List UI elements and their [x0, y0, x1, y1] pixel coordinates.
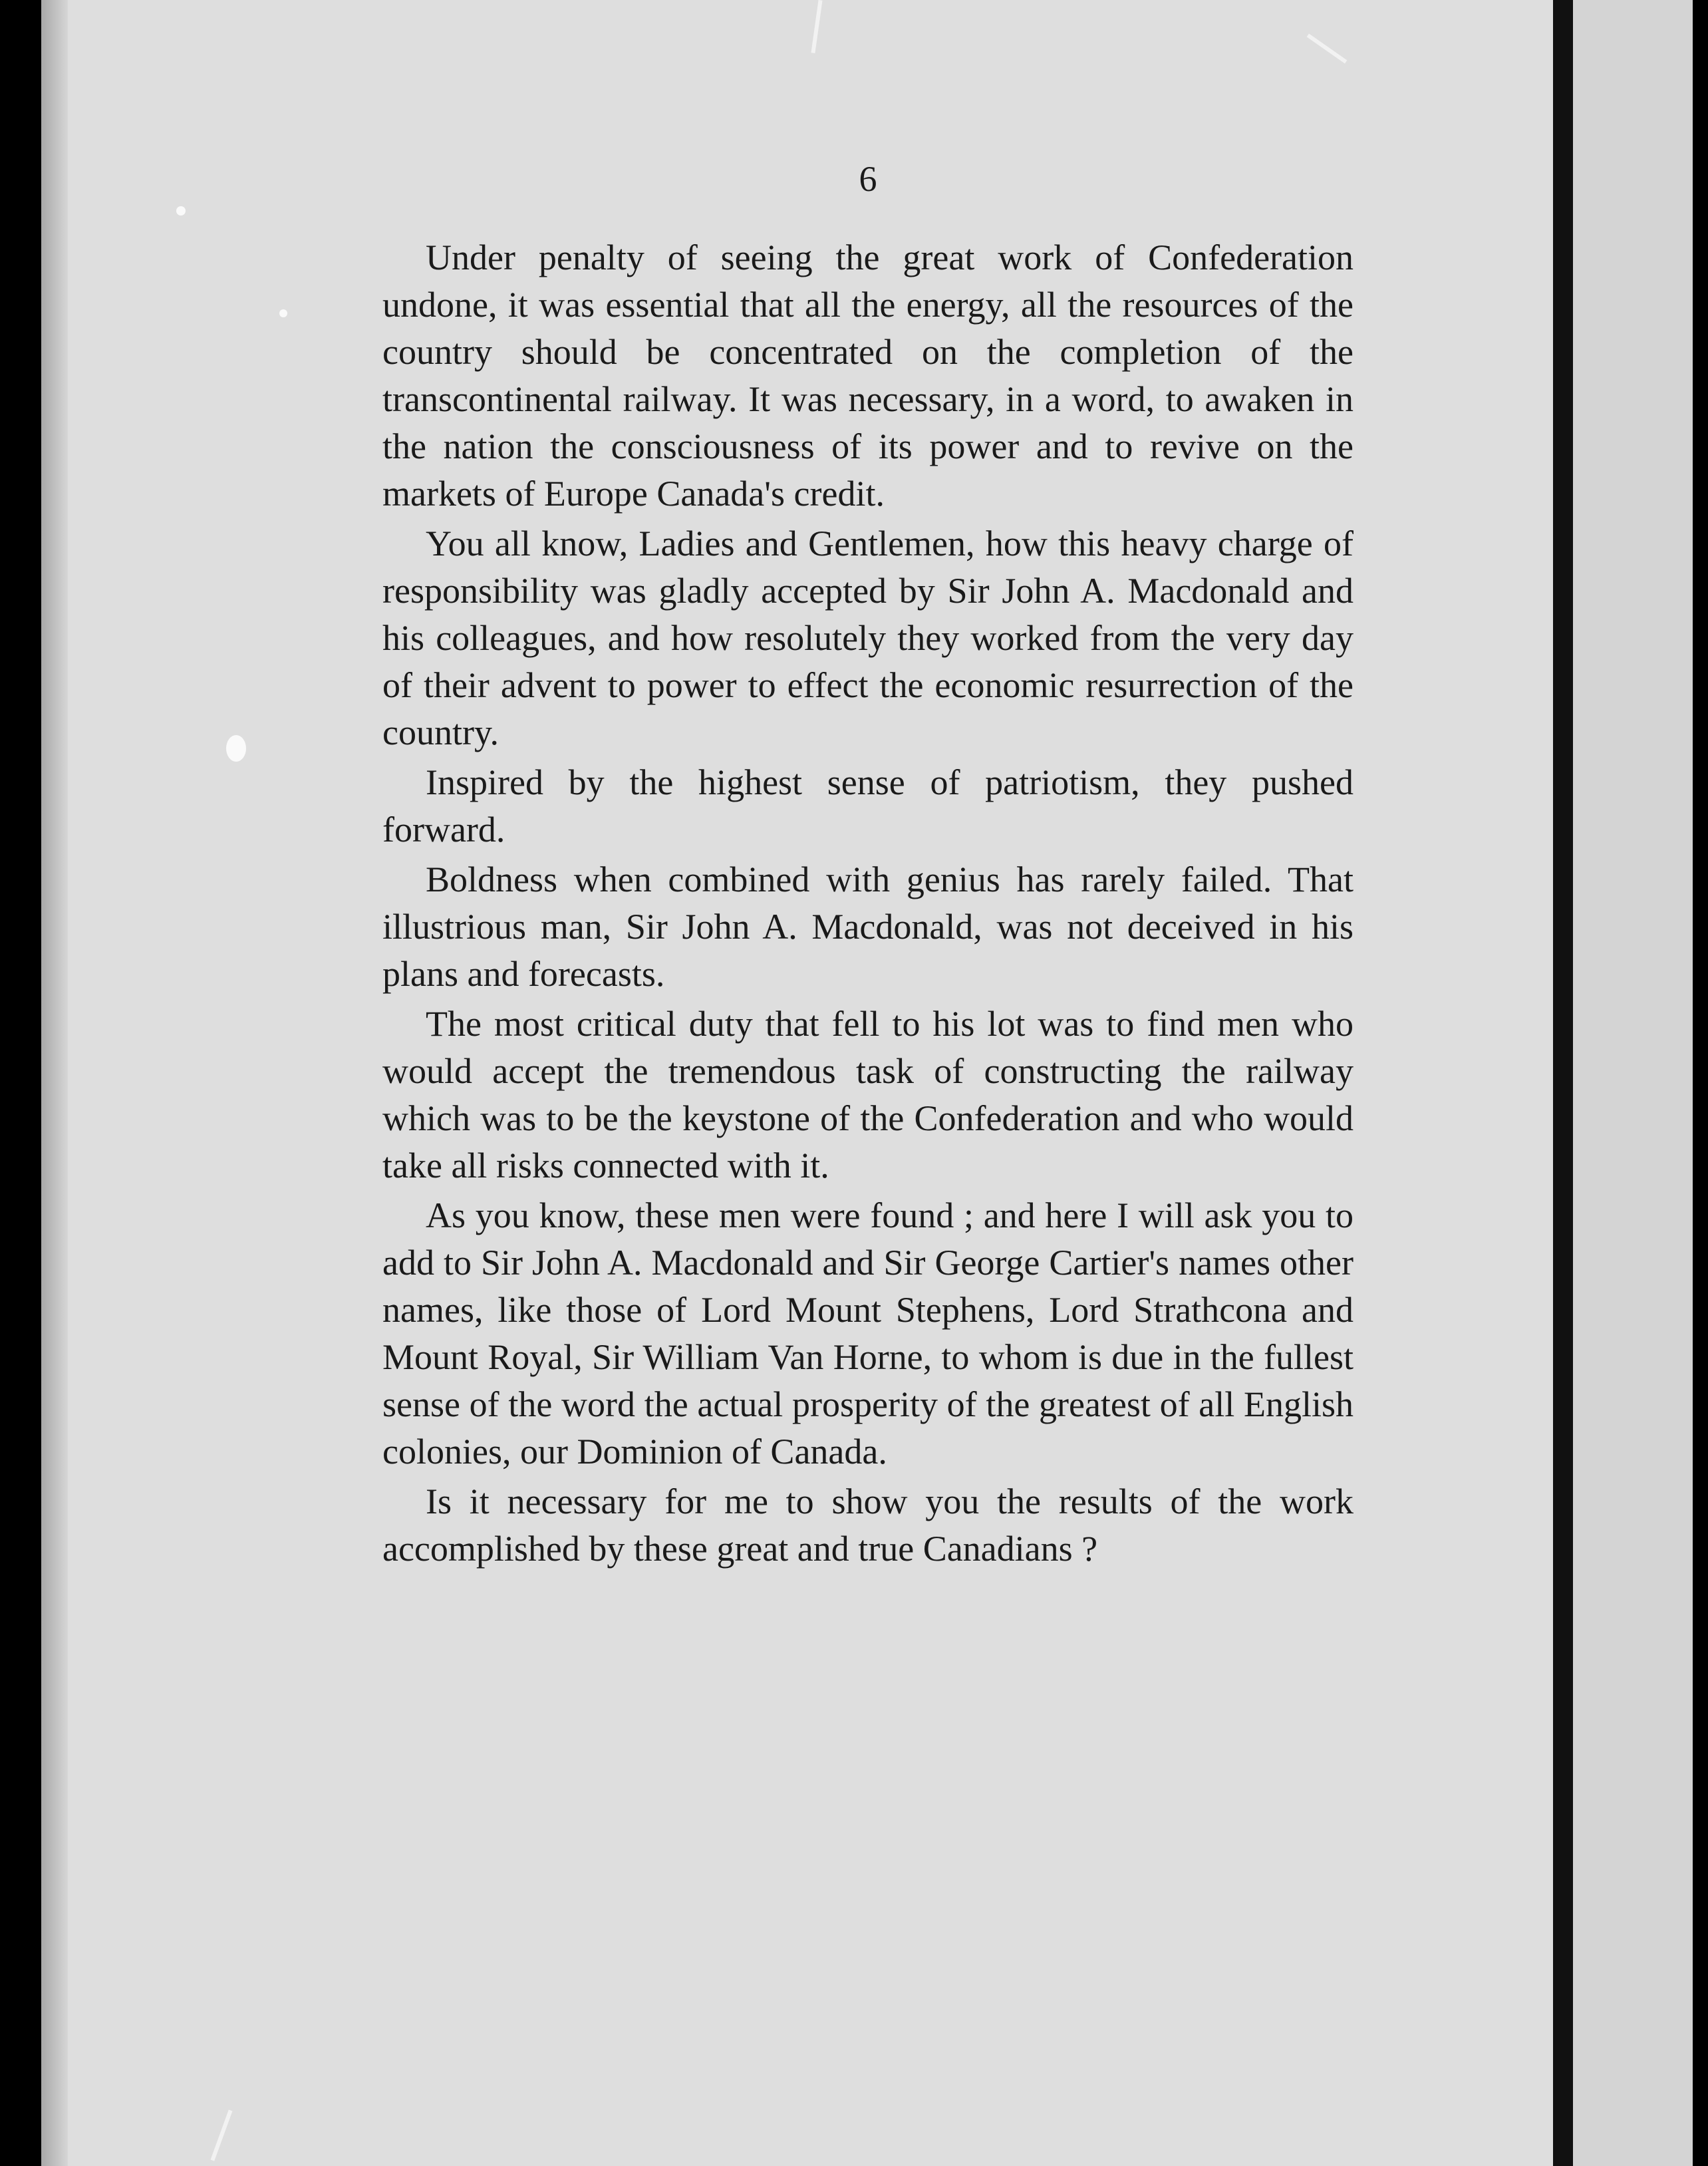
paragraph: The most critical duty that fell to his lot was to find men who would accept the tremendous task of constructing the railway which was to be the keystone of the Confederation and who would take all risks connected with it.	[382, 1004, 1353, 1185]
body-text	[382, 234, 1353, 1575]
paragraph: Boldness when combined with genius has rarely failed. That illustrious man, Sir John A. Macdonald, was not deceived in his plans and forecasts.	[382, 859, 1353, 994]
page-number: 6	[859, 159, 877, 199]
scan-speck	[226, 735, 246, 762]
paragraph: You all know, Ladies and Gentlemen, how this heavy charge of responsibility was gladly accepted by Sir John A. Macdonald and his colleagues, and how resolutely they worked from the very day of their advent to power to effect the economic resurrection of the country.	[382, 524, 1353, 752]
paragraph: As you know, these men were found ; and here I will ask you to add to Sir John A. Macdonald and Sir George Cartier's names other names, like those of Lord Mount Stephens, Lord Strathcona and Mount Royal, Sir William Van Horne, to whom is due in the fullest sense of the word the actual prosperity of the greatest of all English colonies, our Dominion of Canada.	[382, 1195, 1353, 1471]
paragraph: Inspired by the highest sense of patriotism, they pushed forward.	[382, 762, 1353, 850]
binding-gutter	[1553, 0, 1573, 2166]
paragraph: Under penalty of seeing the great work of Confederation undone, it was essential that all the energy, all the resources of the country should be concentrated on the completion of the transcontinental railway. It was necessary, in a word, to awaken in the nation the consciousness of its power and to revive on the markets of Europe Canada's credit.	[382, 237, 1353, 514]
scan-speck	[279, 309, 287, 317]
scan-speck	[176, 206, 186, 216]
paragraph: Is it necessary for me to show you the results of the work accomplished by these great and true Canadians ?	[382, 1481, 1353, 1569]
adjacent-page-edge	[1573, 0, 1693, 2166]
page-edge-shadow	[41, 0, 68, 2166]
